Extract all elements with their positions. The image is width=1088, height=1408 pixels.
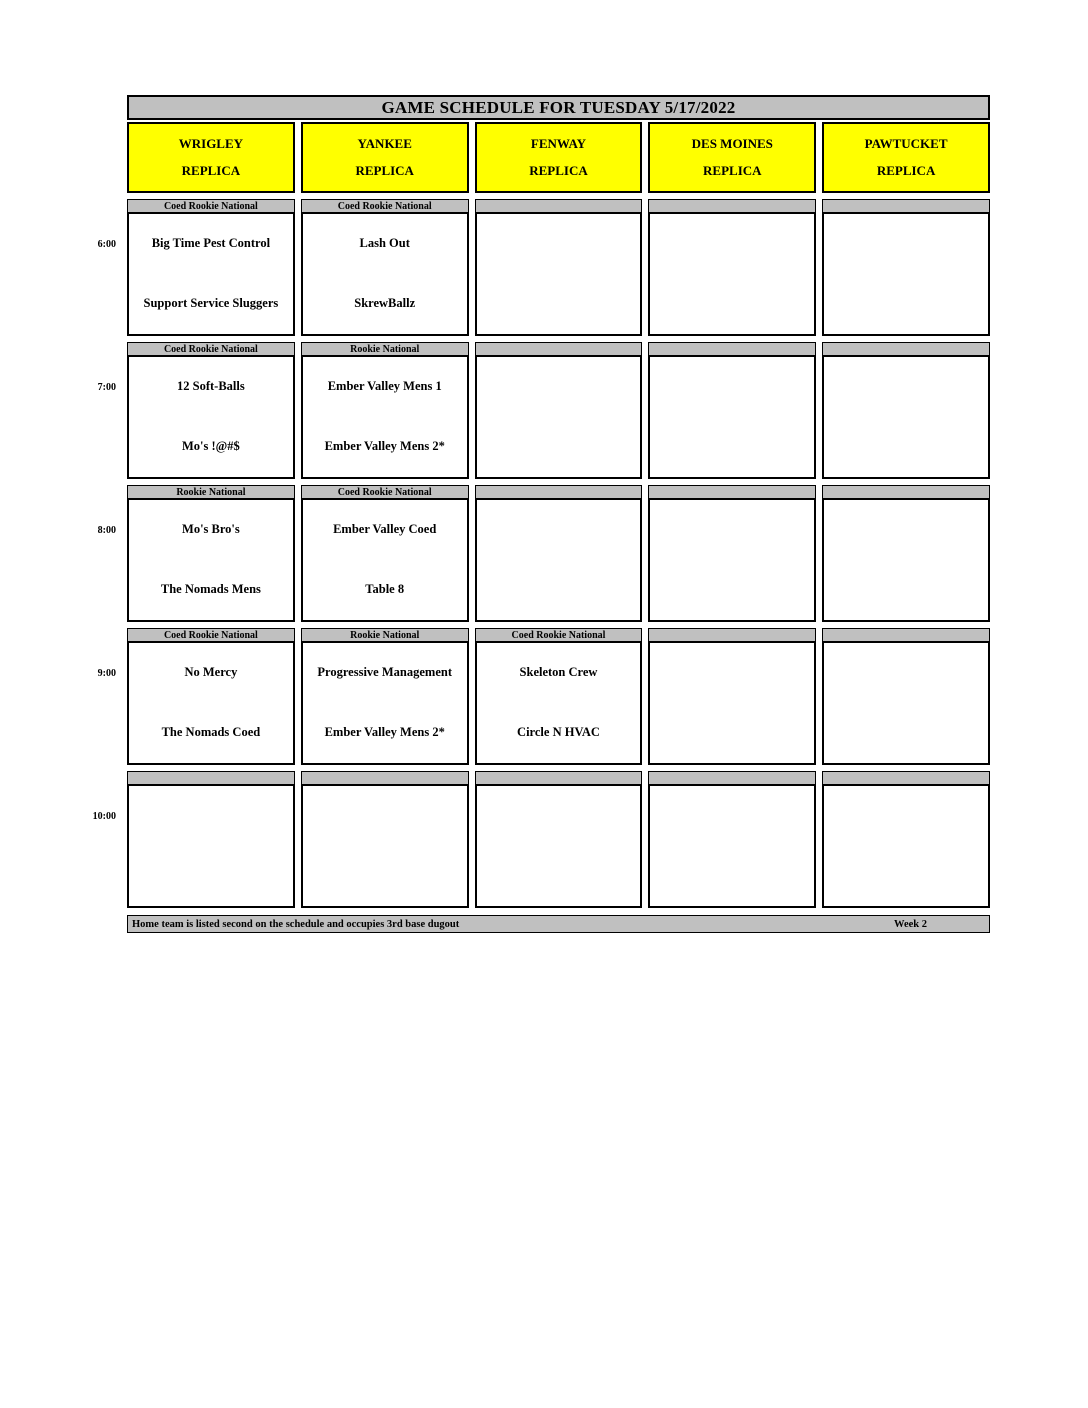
game-cell [301,499,469,622]
league-band-cell: Coed Rookie National [127,628,295,642]
league-band-cell [127,771,295,785]
away-team: Ember Valley Mens 1 [327,379,442,394]
game-cell [127,499,295,622]
league-band-cell: Coed Rookie National [127,199,295,213]
field-name: WRIGLEY [178,135,244,151]
away-team [824,214,988,274]
game-cell [475,642,643,765]
home-team: Table 8 [365,582,405,597]
field-name: DES MOINES [691,135,773,151]
field-header-pawtucket [822,122,990,193]
time-slot-600 [97,199,990,336]
away-team [477,500,641,560]
away-team [650,786,814,846]
away-team: Mo's Bro's [182,522,240,537]
game-cell [127,213,295,336]
away-team: Progressive Management [317,665,452,680]
field-type: REPLICA [181,163,241,179]
home-team: SkrewBallz [354,296,416,311]
game-cell [475,785,643,908]
time-slot-900 [97,628,990,765]
away-team [650,500,814,560]
footer-note: Home team is listed second on the schedule and occupies 3rd base dugout [132,918,460,930]
away-team [477,357,641,417]
home-team [824,703,988,763]
schedule-sheet [92,95,990,933]
game-cell [822,785,990,908]
home-team [650,417,814,477]
home-team: Ember Valley Mens 2* [324,725,445,740]
game-cell [648,213,816,336]
time-label: 8:00 [97,525,116,536]
field-type: REPLICA [703,163,762,179]
away-team: Skeleton Crew [519,665,598,680]
fields-header-row [127,122,990,193]
game-cell [301,642,469,765]
field-type: REPLICA [876,163,936,179]
league-band-cell [648,628,816,642]
game-cell [301,785,469,908]
time-slot-700 [97,342,990,479]
field-type: REPLICA [355,163,414,179]
game-cell [127,785,295,908]
game-cell [475,213,643,336]
league-band-cell [475,485,643,499]
home-team [824,560,988,620]
game-cell [648,785,816,908]
home-team: Mo's !@#$ [181,439,240,454]
time-slot-list [92,199,990,908]
game-cell [648,642,816,765]
home-team [824,417,988,477]
away-team [650,357,814,417]
home-team: The Nomads Mens [160,582,261,597]
away-team [824,643,988,703]
field-name: FENWAY [530,135,587,151]
home-team [477,274,641,334]
league-band-cell: Coed Rookie National [301,199,469,213]
league-band-row [127,342,990,356]
time-slot-1000 [92,771,990,908]
game-cell [475,356,643,479]
game-cell [301,356,469,479]
game-row [127,785,990,908]
league-band-cell: Coed Rookie National [475,628,643,642]
home-team: Support Service Sluggers [143,296,279,311]
league-band-cell: Rookie National [127,485,295,499]
away-team: 12 Soft-Balls [177,379,245,394]
league-band-row [127,628,990,642]
league-band-cell [648,342,816,356]
home-team [650,274,814,334]
game-cell [301,213,469,336]
away-team: No Mercy [184,665,238,680]
game-cell [475,499,643,622]
away-team [129,786,293,846]
game-cell [648,499,816,622]
footer-week-label: Week 2 [894,918,927,930]
field-header-des-moines [648,122,816,193]
away-team [477,214,641,274]
time-label: 6:00 [97,239,116,250]
away-team [477,786,641,846]
league-band-cell: Rookie National [301,342,469,356]
home-team [477,846,641,906]
home-team [129,846,293,906]
home-team [477,417,641,477]
away-team [303,786,467,846]
home-team [477,560,641,620]
league-band-cell [648,199,816,213]
field-name: YANKEE [357,135,412,151]
away-team [824,500,988,560]
home-team [824,846,988,906]
league-band-cell [301,771,469,785]
league-band-cell [475,342,643,356]
game-cell [822,499,990,622]
home-team: Circle N HVAC [517,725,600,740]
league-band-cell [822,771,990,785]
game-cell [822,213,990,336]
league-band-cell [822,342,990,356]
league-band-cell [648,771,816,785]
league-band-cell: Rookie National [301,628,469,642]
field-type: REPLICA [529,163,588,179]
home-team [650,703,814,763]
league-band-cell [648,485,816,499]
game-cell [127,356,295,479]
footer-bar [127,915,990,933]
game-row [127,642,990,765]
home-team [824,274,988,334]
game-cell [648,356,816,479]
league-band-cell [822,199,990,213]
home-team [650,560,814,620]
game-row [127,499,990,622]
game-row [127,213,990,336]
time-slot-800 [97,485,990,622]
home-team: The Nomads Coed [161,725,261,740]
game-cell [127,642,295,765]
home-team [303,846,467,906]
game-row [127,356,990,479]
away-team: Big Time Pest Control [151,236,271,251]
league-band-cell [822,628,990,642]
away-team [650,643,814,703]
league-band-cell [822,485,990,499]
league-band-cell [475,199,643,213]
away-team [650,214,814,274]
game-cell [822,642,990,765]
schedule-title: GAME SCHEDULE FOR TUESDAY 5/17/2022 [127,95,990,120]
home-team [650,846,814,906]
league-band-cell: Coed Rookie National [127,342,295,356]
away-team: Ember Valley Coed [333,522,437,537]
league-band-row [127,485,990,499]
time-label: 7:00 [97,382,116,393]
time-label: 9:00 [97,668,116,679]
field-header-fenway [475,122,643,193]
away-team: Lash Out [359,236,410,251]
time-label: 10:00 [92,811,116,822]
away-team [824,357,988,417]
league-band-row [127,199,990,213]
league-band-cell [475,771,643,785]
league-band-cell: Coed Rookie National [301,485,469,499]
away-team [824,786,988,846]
field-header-wrigley [127,122,295,193]
game-cell [822,356,990,479]
league-band-row [127,771,990,785]
field-name: PAWTUCKET [864,135,948,151]
field-header-yankee [301,122,469,193]
home-team: Ember Valley Mens 2* [324,439,445,454]
